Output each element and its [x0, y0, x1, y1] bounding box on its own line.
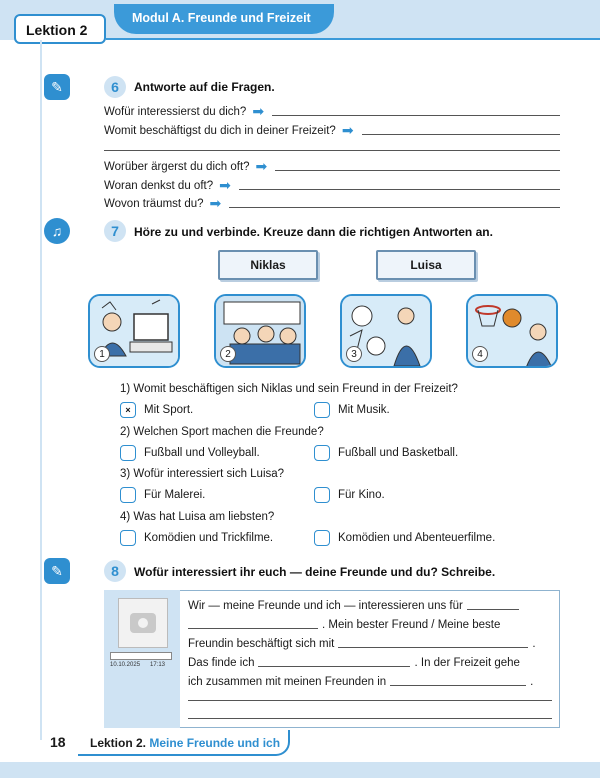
question-row — [104, 102, 560, 118]
task-number: 6 — [104, 76, 126, 98]
task-title: Antworte auf die Fragen. — [134, 80, 275, 94]
arrow-icon: ➡ — [255, 158, 268, 174]
answer-option[interactable] — [314, 445, 458, 461]
answer-option[interactable] — [314, 530, 495, 546]
text-dot: . — [532, 638, 536, 650]
text-line — [188, 672, 533, 688]
option-label: Für Malerei. — [144, 489, 206, 501]
text-segment: ich zusammen mit meinen Freunden in — [188, 676, 387, 688]
header-rule — [106, 38, 600, 40]
checkbox[interactable]: × — [120, 402, 136, 418]
photo-time: 17:13 — [150, 662, 166, 668]
answer-line[interactable] — [229, 207, 560, 208]
blank-line[interactable] — [258, 666, 410, 667]
checkbox[interactable] — [314, 445, 330, 461]
blank-line[interactable] — [390, 685, 526, 686]
answer-option[interactable] — [120, 530, 273, 546]
checkbox[interactable] — [120, 530, 136, 546]
answer-line[interactable] — [362, 134, 560, 135]
headphones-icon: ♫ — [44, 218, 70, 244]
question-text: 1) Womit beschäftigen sich Niklas und sein Freund in der Freizeit? — [120, 383, 458, 395]
text-line — [188, 615, 500, 631]
text-segment: Das finde ich — [188, 657, 255, 669]
text-line — [188, 634, 536, 650]
page-number: 18 — [50, 734, 66, 750]
footer-chapter: Meine Freunde und ich — [149, 736, 281, 750]
footer-lektion: Lektion 2. — [90, 736, 147, 750]
blank-line[interactable] — [467, 609, 519, 610]
question-text: Womit beschäftigst du dich in deiner Freizeit? — [104, 125, 336, 137]
option-label: Fußball und Basketball. — [338, 447, 459, 459]
bottom-bar — [0, 762, 600, 778]
question-text: Woran denkst du oft? — [104, 180, 214, 192]
picture-number: 1 — [94, 346, 110, 362]
checkbox[interactable] — [120, 445, 136, 461]
picture-basketball[interactable] — [466, 294, 558, 368]
task-title: Wofür interessiert ihr euch — deine Freunde und du? Schreibe. — [134, 565, 496, 579]
task-number: 7 — [104, 220, 126, 242]
task-number: 8 — [104, 560, 126, 582]
arrow-icon: ➡ — [341, 122, 354, 138]
question-row — [104, 157, 560, 173]
camera-icon — [130, 613, 156, 633]
pencil-icon: ✎ — [44, 74, 70, 100]
text-line — [188, 596, 523, 612]
side-rule — [40, 40, 42, 740]
task-title: Höre zu und verbinde. Kreuze dann die richtigen Antworten an. — [134, 225, 493, 239]
question-row — [104, 194, 560, 210]
answer-line[interactable] — [272, 115, 560, 116]
picture-cinema[interactable] — [214, 294, 306, 368]
text-segment: Freundin beschäftigt sich mit — [188, 638, 335, 650]
text-segment: . Mein bester Freund / Meine beste — [322, 619, 501, 631]
text-dot: . — [530, 676, 534, 688]
question-text: 3) Wofür interessiert sich Luisa? — [120, 468, 285, 480]
pencil-icon: ✎ — [44, 558, 70, 584]
blank-line[interactable] — [338, 647, 528, 648]
option-label: Mit Musik. — [338, 404, 390, 416]
checkbox[interactable] — [314, 402, 330, 418]
checkbox[interactable] — [314, 530, 330, 546]
blank-line[interactable] — [188, 628, 318, 629]
question-text: 4) Was hat Luisa am liebsten? — [120, 511, 275, 523]
question-row — [104, 121, 560, 137]
answer-line[interactable] — [188, 718, 552, 719]
picture-number: 2 — [220, 346, 236, 362]
answer-line[interactable] — [104, 150, 560, 151]
name-box-niklas[interactable]: Niklas — [218, 250, 318, 280]
question-text: 2) Welchen Sport machen die Freunde? — [120, 426, 324, 438]
option-label: Fußball und Volleyball. — [144, 447, 260, 459]
lektion-title: Lektion 2 — [26, 22, 88, 38]
photo-caption-bar — [110, 652, 172, 660]
checkbox[interactable] — [314, 487, 330, 503]
answer-line[interactable] — [188, 700, 552, 701]
answer-line[interactable] — [275, 170, 560, 171]
footer-title — [90, 736, 280, 750]
picture-painting[interactable] — [340, 294, 432, 368]
question-row — [104, 176, 560, 192]
answer-option[interactable] — [314, 402, 390, 418]
option-label: Mit Sport. — [144, 404, 194, 416]
modul-title: Modul A. Freunde und Freizeit — [132, 11, 311, 25]
text-line — [188, 653, 520, 669]
picture-number: 3 — [346, 346, 362, 362]
arrow-icon: ➡ — [252, 103, 265, 119]
answer-option[interactable] — [120, 445, 260, 461]
answer-option[interactable] — [314, 487, 385, 503]
answer-option[interactable] — [120, 487, 205, 503]
option-label: Komödien und Abenteuerfilme. — [338, 532, 496, 544]
option-label: Komödien und Trickfilme. — [144, 532, 274, 544]
question-text: Wovon träumst du? — [104, 198, 204, 210]
option-label: Für Kino. — [338, 489, 385, 501]
arrow-icon: ➡ — [219, 177, 231, 193]
picture-number: 4 — [472, 346, 488, 362]
name-box-luisa[interactable]: Luisa — [376, 250, 476, 280]
modul-tab — [114, 4, 334, 34]
arrow-icon: ➡ — [209, 195, 222, 211]
lektion-tab — [14, 14, 106, 44]
text-segment: . In der Freizeit gehe — [414, 657, 520, 669]
text-segment: Wir — meine Freunde und ich — interessieren uns für — [188, 600, 463, 612]
photo-date: 10.10.2025 — [110, 662, 141, 668]
answer-option[interactable] — [120, 402, 193, 418]
answer-line[interactable] — [239, 189, 560, 190]
question-text: Worüber ärgerst du dich oft? — [104, 161, 250, 173]
checkbox[interactable] — [120, 487, 136, 503]
question-text: Wofür interessierst du dich? — [104, 106, 247, 118]
picture-computer[interactable] — [88, 294, 180, 368]
